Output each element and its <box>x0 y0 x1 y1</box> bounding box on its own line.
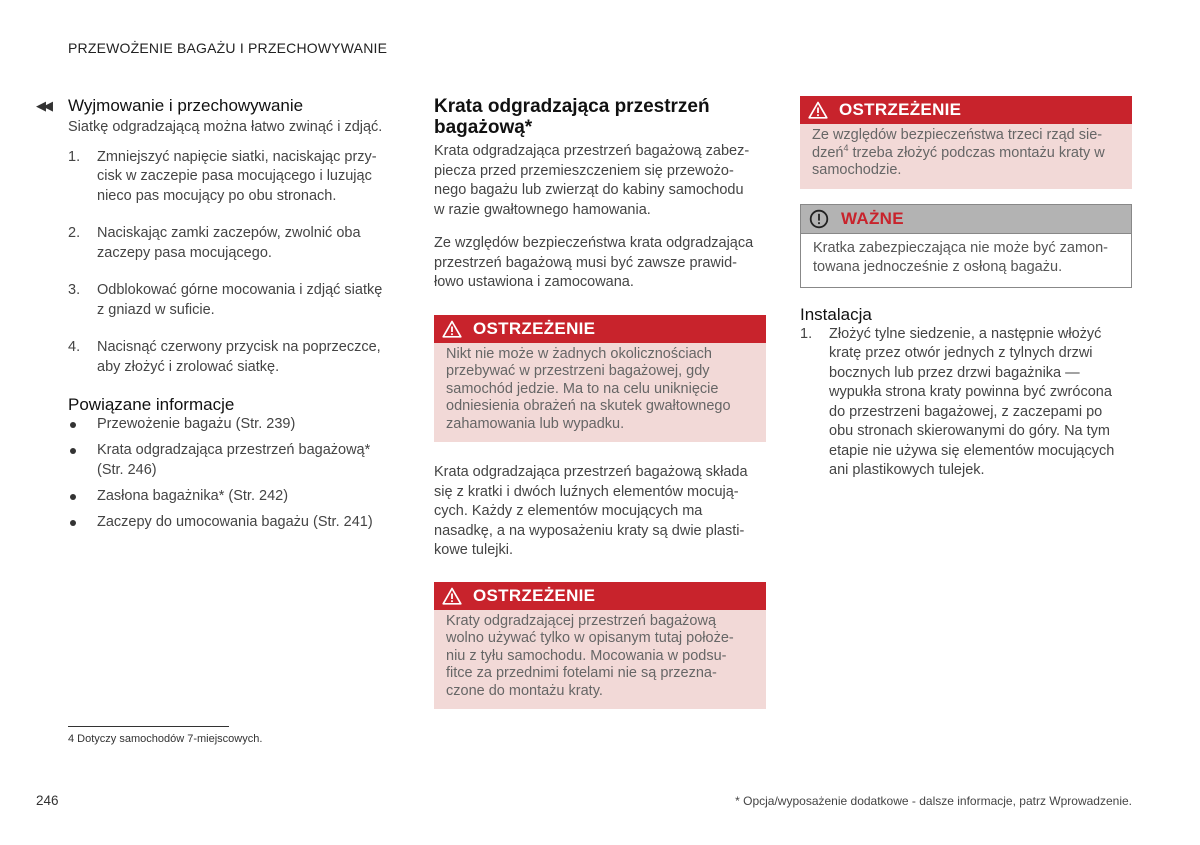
important-line: towana jednocześnie z osłoną bagażu. <box>813 259 1063 275</box>
related-info-list <box>68 415 398 532</box>
warning-line: wolno używać tylko w opisanym tutaj położe- <box>446 630 734 646</box>
step-number: 1. <box>68 148 81 165</box>
step-line: Nacisnąć czerwony przycisk na poprzeczce, <box>97 339 381 355</box>
warning-line: Kraty odgradzającej przestrzeń bagażową <box>446 612 717 629</box>
step-number: 3. <box>68 282 81 298</box>
related-link-line: Krata odgradzająca przestrzeń bagażową* <box>97 442 371 458</box>
section-title-removal: Wyjmowanie i przechowywanie <box>68 96 304 115</box>
warning-line <box>812 142 1120 163</box>
related-link[interactable] <box>68 513 398 533</box>
important-header <box>801 205 1131 234</box>
related-link-line: Przewożenie bagażu (Str. 239) <box>97 416 296 432</box>
step-line: cisk w zaczepie pasa mocującego i luzując <box>97 168 372 184</box>
column-removal <box>68 96 398 539</box>
paragraph-line: przestrzeń bagażową musi być zawsze prawid- <box>434 254 738 271</box>
page-number: 246 <box>36 793 59 808</box>
cargo-grille-paragraph-3 <box>434 463 766 561</box>
step-line: Zmniejszyć napięcie siatki, naciskając przy- <box>97 148 377 165</box>
warning-box-1 <box>434 315 766 443</box>
step-line: zaczepy pasa mocującego. <box>97 244 272 261</box>
installation-steps <box>800 325 1132 481</box>
removal-steps <box>68 148 398 378</box>
warning-header <box>434 315 766 343</box>
step-line: obu stronach skierowanymi do góry. Na tym <box>829 423 1110 439</box>
paragraph-line: kowe tulejki. <box>434 542 513 558</box>
paragraph-line: cych. Każdy z elementów mocujących ma <box>434 503 703 519</box>
list-item <box>68 338 398 377</box>
step-number: 1. <box>800 325 813 342</box>
double-chevron-left-icon[interactable]: ◀◀ <box>36 98 50 113</box>
paragraph-line: nego bagażu lub zwierząt do kabiny samochodu <box>434 182 744 198</box>
column-installation <box>800 96 1132 481</box>
list-item <box>800 325 1132 481</box>
warning-line: zahamowania lub wypadku. <box>446 415 625 432</box>
section-title-cargo-grille <box>434 96 766 138</box>
paragraph-line: Krata odgradzająca przestrzeń bagażową zabez- <box>434 143 750 159</box>
warning-line: przebywać w przestrzeni bagażowej, gdy <box>446 363 710 379</box>
paragraph-line: łowo ustawiona i zamocowana. <box>434 274 634 290</box>
warning-line: fitce za przednimi fotelami nie są przezna- <box>446 665 717 681</box>
step-line: aby złożyć i zrolować siatkę. <box>97 358 280 375</box>
removal-intro: Siatkę odgradzającą można łatwo zwinąć i zdjąć. <box>68 119 383 135</box>
step-line: bocznych lub przez drzwi bagażnika — <box>829 364 1080 381</box>
warning-line: czone do montażu kraty. <box>446 682 603 699</box>
installation-title: Instalacja <box>800 304 872 324</box>
step-line: Naciskając zamki zaczepów, zwolnić oba <box>97 225 361 241</box>
warning-text <box>434 343 766 443</box>
list-item <box>68 148 398 207</box>
related-link-line: Zasłona bagażnika* (Str. 242) <box>97 487 289 504</box>
warning-title: OSTRZEŻENIE <box>473 318 596 338</box>
warning-text-fragment: trzeba złożyć podczas montażu kraty w <box>848 144 1105 161</box>
related-link-line: (Str. 246) <box>97 461 157 478</box>
running-header: PRZEWOŻENIE BAGAŻU I PRZECHOWYWANIE <box>68 40 388 56</box>
important-box <box>800 204 1132 288</box>
warning-header <box>800 96 1132 124</box>
important-line: Kratka zabezpieczająca nie może być zamon- <box>813 239 1108 256</box>
warning-line: samochód jedzie. Ma to na celu uniknięcie <box>446 380 719 397</box>
step-line: Odblokować górne mocowania i zdjąć siatkę <box>97 282 383 298</box>
paragraph-line: w razie gwałtownego hamowania. <box>434 201 651 218</box>
related-info-title: Powiązane informacje <box>68 395 235 414</box>
important-text <box>801 234 1131 287</box>
list-item <box>68 281 398 320</box>
step-line: z gniazd w suficie. <box>97 301 215 318</box>
warning-line: niu z tyłu samochodu. Mocowania w podsu- <box>446 647 727 664</box>
list-item <box>68 224 398 263</box>
step-line: ani plastikowych tulejek. <box>829 462 985 478</box>
step-number: 4. <box>68 339 81 355</box>
exclamation-circle-icon <box>809 209 829 229</box>
step-line: etapie nie używa się elementów mocujących <box>829 442 1115 459</box>
step-line: Złożyć tylne siedzenie, a następnie włożyć <box>829 325 1102 342</box>
paragraph-line: nasadkę, a na wyposażeniu kraty są dwie plasti- <box>434 522 745 539</box>
important-title: WAŻNE <box>841 208 904 228</box>
paragraph-line: Krata odgradzająca przestrzeń bagażową składa <box>434 464 748 480</box>
paragraph-line: Ze względów bezpieczeństwa krata odgradzająca <box>434 235 754 251</box>
warning-header <box>434 582 766 610</box>
warning-triangle-icon <box>442 587 462 605</box>
paragraph-line: piecza przed przemieszczeniem się przewożo- <box>434 162 734 179</box>
warning-triangle-icon <box>808 101 828 119</box>
warning-line: Nikt nie może w żadnych okolicznościach <box>446 345 712 362</box>
warning-title: OSTRZEŻENIE <box>839 100 962 119</box>
footnote: 4 Dotyczy samochodów 7-miejscowych. <box>68 733 263 745</box>
cargo-grille-paragraph-2 <box>434 234 766 293</box>
warning-box-2 <box>434 582 766 710</box>
column-cargo-grille <box>434 96 766 709</box>
related-link[interactable] <box>68 441 398 480</box>
step-line: nieco pas mocujący po obu stronach. <box>97 187 337 204</box>
title-line: Krata odgradzająca przestrzeń <box>434 96 710 117</box>
warning-box-3 <box>800 96 1132 189</box>
warning-text <box>434 610 766 710</box>
warning-line: Ze względów bezpieczeństwa trzeci rząd sie- <box>812 127 1103 143</box>
warning-line: odniesienia obrażeń na skutek gwałtownego <box>446 398 731 414</box>
footnote-divider <box>68 726 229 727</box>
related-link[interactable] <box>68 415 398 435</box>
step-number: 2. <box>68 225 81 241</box>
warning-triangle-icon <box>442 320 462 338</box>
related-link-line: Zaczepy do umocowania bagażu (Str. 241) <box>97 513 373 530</box>
footnote-ref[interactable]: 4 <box>843 142 849 153</box>
step-line: do przestrzeni bagażowej, z zaczepami po <box>829 403 1103 420</box>
step-line: wypukła strona kraty powinna być zwrócona <box>829 384 1112 400</box>
paragraph-line: się z kratki i dwóch luźnych elementów mocują- <box>434 483 739 500</box>
related-link[interactable] <box>68 487 398 507</box>
footer-note: * Opcja/wyposażenie dodatkowe - dalsze informacje, patrz Wprowadzenie. <box>735 794 1132 808</box>
step-line: kratę przez otwór jednych z tylnych drzwi <box>829 345 1093 361</box>
warning-text-fragment: dzeń <box>812 144 844 161</box>
warning-title: OSTRZEŻENIE <box>473 585 596 605</box>
title-line: bagażową* <box>434 117 533 138</box>
warning-text <box>800 124 1132 189</box>
warning-line: samochodzie. <box>812 162 902 178</box>
cargo-grille-paragraph-1 <box>434 142 766 220</box>
